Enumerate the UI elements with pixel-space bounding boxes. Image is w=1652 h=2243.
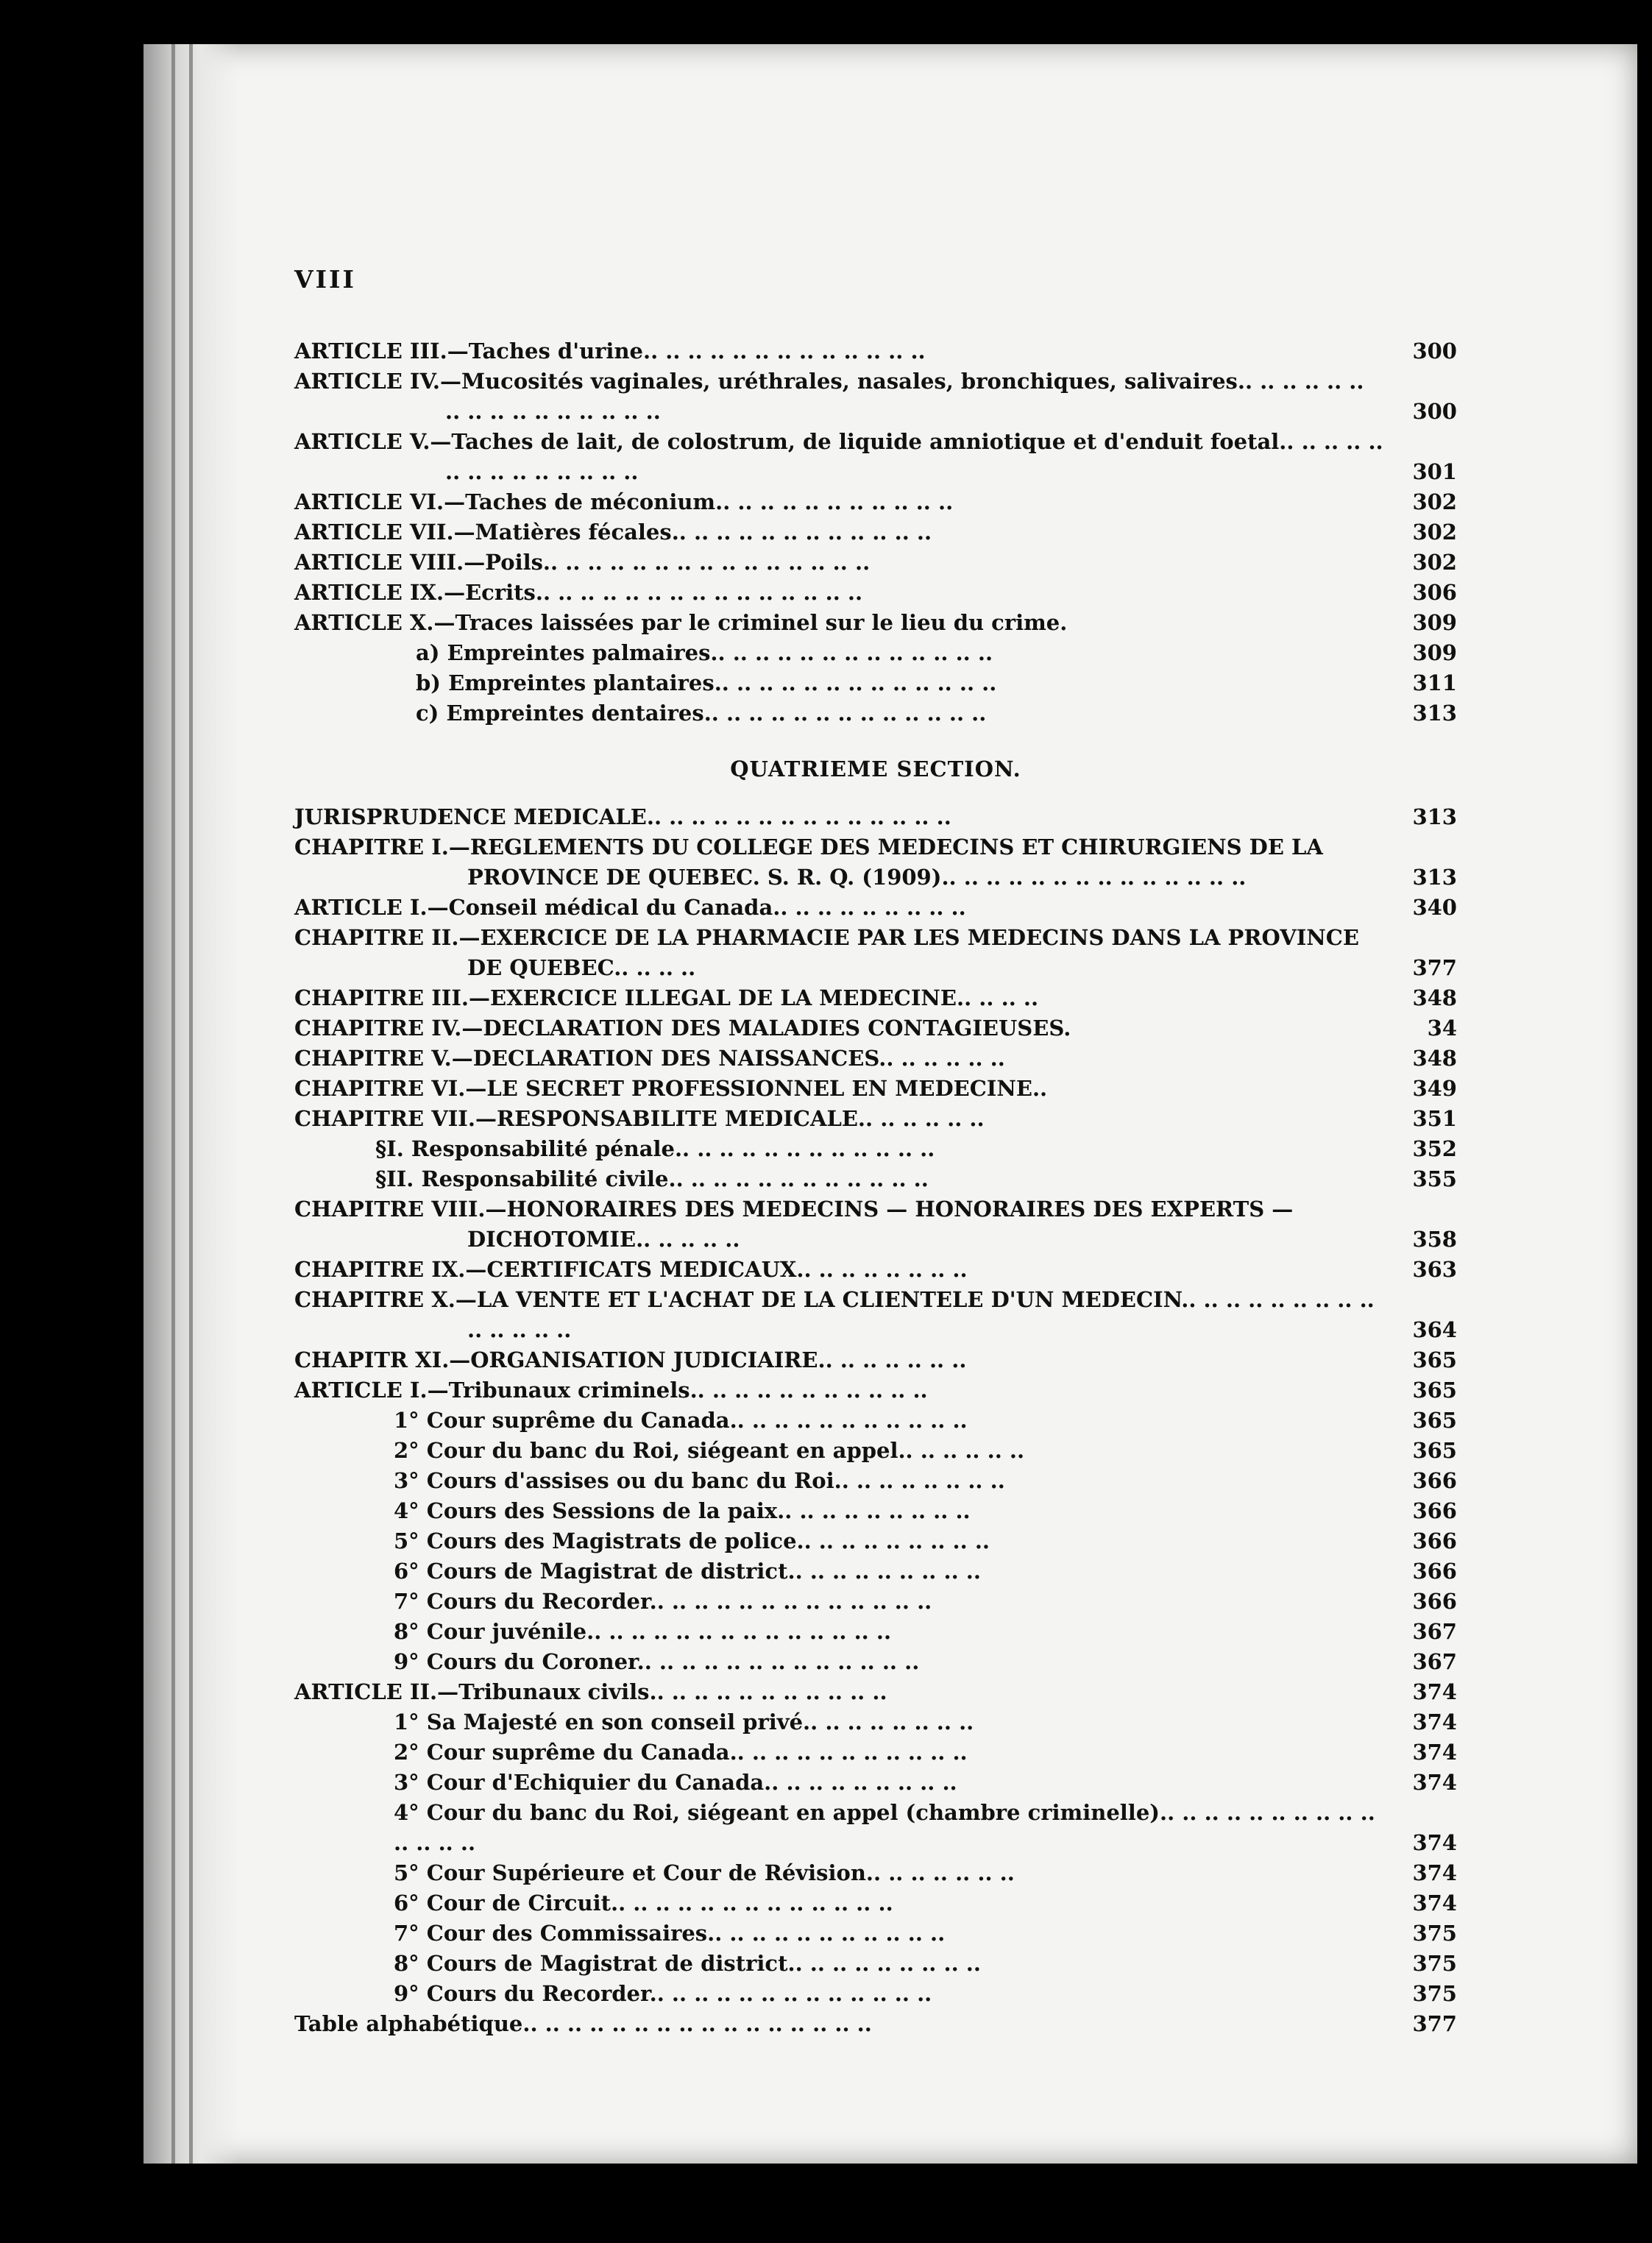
toc-entry — [294, 1647, 1457, 1677]
toc-entry — [294, 1375, 1457, 1406]
toc-entry — [294, 1979, 1457, 2009]
article-civil-group — [294, 1677, 1457, 1707]
toc-entry-title: 8° Cours de Magistrat de district.. .. .. .. .. .. .. .. .. — [394, 1951, 981, 1976]
toc-entry — [294, 1013, 1457, 1043]
toc-entry-page: 375 — [1412, 1951, 1457, 1976]
toc-entry-title: 3° Cour d'Echiquier du Canada.. .. .. .. .. .. .. .. .. — [394, 1770, 957, 1795]
toc-entry-title: 5° Cours des Magistrats de police.. .. .. .. .. .. .. .. .. — [394, 1528, 990, 1553]
toc-entry-page: 374 — [1412, 1740, 1457, 1765]
toc-entry-page: 313 — [1412, 865, 1457, 890]
toc-entry-title: CHAPITRE X.—LA VENTE ET L'ACHAT DE LA CLIENTELE D'UN MEDECIN.. .. .. .. .. .. .. .. .. .. .. .. .. .. — [294, 1287, 1375, 1342]
toc-entry — [294, 698, 1457, 729]
toc-entry-page: 366 — [1412, 1468, 1457, 1493]
toc-entry-title: ARTICLE IV.—Mucosités vaginales, uréthrales, nasales, bronchiques, salivaires.. .. .. .. .. .. .. .. .. .. .. .. .. .. .. .. — [294, 369, 1364, 424]
toc-entry — [294, 1526, 1457, 1556]
criminal-courts-group — [294, 1406, 1457, 1677]
toc-entry — [294, 638, 1457, 668]
toc-entry-title: §I. Responsabilité pénale.. .. .. .. .. .. .. .. .. .. .. .. — [375, 1136, 935, 1161]
toc-entry-title: 4° Cour du banc du Roi, siégeant en appel (chambre criminelle).. .. .. .. .. .. .. .. .. .. .. .. .. .. — [394, 1800, 1375, 1855]
toc-entry-title: 6° Cour de Circuit.. .. .. .. .. .. .. .. .. .. .. .. .. — [394, 1891, 893, 1916]
toc-entry-title: JURISPRUDENCE MEDICALE.. .. .. .. .. .. .. .. .. .. .. .. .. .. — [294, 804, 951, 829]
toc-entry-page: 300 — [1412, 339, 1457, 364]
toc-entry — [294, 1043, 1457, 1074]
toc-entry-page: 374 — [1412, 1679, 1457, 1704]
toc-entry-page: 363 — [1412, 1257, 1457, 1282]
toc-entry-title: ARTICLE I.—Tribunaux criminels.. .. .. .. .. .. .. .. .. .. .. — [294, 1378, 928, 1403]
toc-entry-title: §II. Responsabilité civile.. .. .. .. .. .. .. .. .. .. .. .. — [375, 1166, 929, 1191]
toc-entry-title: CHAPITRE IX.—CERTIFICATS MEDICAUX.. .. .. .. .. .. .. .. — [294, 1257, 968, 1282]
toc-entry-title: 7° Cours du Recorder.. .. .. .. .. .. .. .. .. .. .. .. .. — [394, 1589, 932, 1614]
toc-entry — [294, 366, 1457, 427]
toc-entry-page: 365 — [1412, 1438, 1457, 1463]
chapters-group-2 — [294, 1194, 1457, 1406]
toc-entry-title: 9° Cours du Coroner.. .. .. .. .. .. .. .. .. .. .. .. .. — [394, 1649, 920, 1674]
toc-entry-page: 309 — [1412, 610, 1457, 635]
binding-line — [171, 44, 175, 2164]
toc-entry-page: 302 — [1412, 489, 1457, 514]
toc-entry-page: 375 — [1412, 1981, 1457, 2006]
articles-group — [294, 336, 1457, 638]
toc-entry-page: 313 — [1412, 701, 1457, 726]
toc-entry — [294, 1888, 1457, 1918]
toc-entry — [294, 832, 1457, 893]
toc-entry-page: 374 — [1412, 1709, 1457, 1734]
toc-entry-title: CHAPITRE V.—DECLARATION DES NAISSANCES.. .. .. .. .. .. — [294, 1046, 1005, 1071]
toc-entry — [294, 1677, 1457, 1707]
toc-entry-page: 366 — [1412, 1559, 1457, 1584]
toc-entry — [294, 893, 1457, 923]
civil-courts-group — [294, 1707, 1457, 2009]
binding-line — [189, 44, 193, 2164]
toc-entry-page: 348 — [1412, 985, 1457, 1010]
toc-entry — [294, 1285, 1457, 1345]
toc-entry-page: 34 — [1427, 1016, 1457, 1041]
toc-entry — [294, 608, 1457, 638]
toc-entry-page: 374 — [1412, 1770, 1457, 1795]
toc-entry-page: 375 — [1412, 1921, 1457, 1946]
toc-entry — [294, 2009, 1457, 2039]
toc-entry-page: 301 — [1412, 459, 1457, 484]
toc-entry — [294, 1104, 1457, 1134]
chapters-group — [294, 802, 1457, 1134]
toc-entry — [294, 1164, 1457, 1194]
toc-entry-title: CHAPITRE II.—EXERCICE DE LA PHARMACIE PAR LES MEDECINS DANS LA PROVINCE DE QUEBEC.. .. .. .. — [294, 925, 1359, 980]
toc-entry — [294, 1255, 1457, 1285]
toc-entry — [294, 1134, 1457, 1164]
sub-entries-group — [294, 638, 1457, 729]
toc-entry-title: CHAPITR XI.—ORGANISATION JUDICIAIRE.. .. .. .. .. .. .. — [294, 1347, 967, 1372]
toc-entry-page: 358 — [1412, 1227, 1457, 1252]
toc-entry-page: 311 — [1412, 670, 1457, 695]
toc-entry-page: 365 — [1412, 1378, 1457, 1403]
toc-entry-title: c) Empreintes dentaires.. .. .. .. .. .. .. .. .. .. .. .. .. — [416, 701, 987, 726]
toc-entry-title: CHAPITRE VIII.—HONORAIRES DES MEDECINS — HONORAIRES DES EXPERTS — DICHOTOMIE.. .. .. .. .. — [294, 1197, 1294, 1252]
toc-entry — [294, 1858, 1457, 1888]
toc-entry — [294, 1436, 1457, 1466]
toc-entry-page: 352 — [1412, 1136, 1457, 1161]
toc-entry-title: Table alphabétique.. .. .. .. .. .. .. .. .. .. .. .. .. .. .. .. — [294, 2011, 872, 2036]
toc-entry-page: 377 — [1412, 955, 1457, 980]
toc-entry — [294, 1074, 1457, 1104]
toc-entry — [294, 427, 1457, 487]
toc-entry-title: CHAPITRE IV.—DECLARATION DES MALADIES CONTAGIEUSES. — [294, 1016, 1071, 1041]
toc-entry-title: 5° Cour Supérieure et Cour de Révision.. .. .. .. .. .. .. — [394, 1860, 1015, 1885]
toc-entry-title: CHAPITRE VII.—RESPONSABILITE MEDICALE.. .. .. .. .. .. — [294, 1106, 985, 1131]
toc-entry-page: 377 — [1412, 2011, 1457, 2036]
toc-entry — [294, 1194, 1457, 1255]
toc-entry-title: ARTICLE VII.—Matières fécales.. .. .. .. .. .. .. .. .. .. .. .. — [294, 520, 932, 545]
toc-entry-title: 4° Cours des Sessions de la paix.. .. .. .. .. .. .. .. .. — [394, 1498, 971, 1523]
toc-entry — [294, 1707, 1457, 1737]
toc-entry-page: 367 — [1412, 1649, 1457, 1674]
toc-entry-title: 3° Cours d'assises ou du banc du Roi.. .. .. .. .. .. .. .. — [394, 1468, 1005, 1493]
toc-entry-page: 367 — [1412, 1619, 1457, 1644]
toc-entry — [294, 1949, 1457, 1979]
toc-entry-title: 6° Cours de Magistrat de district.. .. .. .. .. .. .. .. .. — [394, 1559, 981, 1584]
page-number: VIII — [294, 265, 356, 294]
toc-entry-page: 374 — [1412, 1830, 1457, 1855]
toc-entry — [294, 548, 1457, 578]
toc-entry-page: 366 — [1412, 1528, 1457, 1553]
toc-entry-page: 366 — [1412, 1589, 1457, 1614]
toc-entry-title: ARTICLE X.—Traces laissées par le criminel sur le lieu du crime. — [294, 610, 1068, 635]
table-of-contents — [294, 265, 1457, 2039]
toc-entry-title: a) Empreintes palmaires.. .. .. .. .. .. .. .. .. .. .. .. .. — [416, 640, 993, 665]
index-group — [294, 2009, 1457, 2039]
toc-entry-page: 300 — [1412, 399, 1457, 424]
toc-entry-page: 355 — [1412, 1166, 1457, 1191]
toc-entry-title: ARTICLE IX.—Ecrits.. .. .. .. .. .. .. .. .. .. .. .. .. .. .. — [294, 580, 863, 605]
toc-entry-page: 302 — [1412, 520, 1457, 545]
toc-entry-title: ARTICLE III.—Taches d'urine.. .. .. .. .. .. .. .. .. .. .. .. .. — [294, 339, 926, 364]
toc-entry — [294, 1617, 1457, 1647]
toc-entry-title: CHAPITRE VI.—LE SECRET PROFESSIONNEL EN MEDECINE.. — [294, 1076, 1048, 1101]
toc-entry-title: 7° Cour des Commissaires.. .. .. .. .. .. .. .. .. .. .. — [394, 1921, 946, 1946]
page-binding-edge — [143, 44, 239, 2164]
toc-entry-page: 374 — [1412, 1860, 1457, 1885]
toc-entry-page: 348 — [1412, 1046, 1457, 1071]
toc-entry-title: ARTICLE VI.—Taches de méconium.. .. .. .. .. .. .. .. .. .. .. — [294, 489, 954, 514]
toc-entry — [294, 517, 1457, 548]
toc-entry — [294, 802, 1457, 832]
toc-entry-page: 351 — [1412, 1106, 1457, 1131]
toc-entry — [294, 1587, 1457, 1617]
toc-entry-title: 9° Cours du Recorder.. .. .. .. .. .. .. .. .. .. .. .. .. — [394, 1981, 932, 2006]
toc-entry-page: 340 — [1412, 895, 1457, 920]
paragraphs-group — [294, 1134, 1457, 1194]
toc-entry-title: ARTICLE VIII.—Poils.. .. .. .. .. .. .. .. .. .. .. .. .. .. .. — [294, 550, 871, 575]
toc-entry — [294, 1345, 1457, 1375]
toc-entry — [294, 668, 1457, 698]
toc-entry-title: 1° Sa Majesté en son conseil privé.. .. .. .. .. .. .. .. — [394, 1709, 974, 1734]
toc-entry-title: 2° Cour suprême du Canada.. .. .. .. .. .. .. .. .. .. .. — [394, 1740, 968, 1765]
toc-entry-title: 1° Cour suprême du Canada.. .. .. .. .. .. .. .. .. .. .. — [394, 1408, 968, 1433]
toc-entry — [294, 1466, 1457, 1496]
toc-entry-page: 309 — [1412, 640, 1457, 665]
toc-entry — [294, 1918, 1457, 1949]
toc-entry-page: 364 — [1412, 1317, 1457, 1342]
toc-entry — [294, 487, 1457, 517]
toc-entry-page: 366 — [1412, 1498, 1457, 1523]
toc-entry-title: CHAPITRE I.—REGLEMENTS DU COLLEGE DES MEDECINS ET CHIRURGIENS DE LA PROVINCE DE QUEBEC. S. R. Q. (1909).. .. .. .. .. .. .. .. .. .. .. .. .. .. — [294, 835, 1323, 890]
toc-entry — [294, 1737, 1457, 1768]
toc-entry-page: 365 — [1412, 1408, 1457, 1433]
toc-entry-page: 365 — [1412, 1347, 1457, 1372]
toc-entry — [294, 1406, 1457, 1436]
toc-entry-page: 302 — [1412, 550, 1457, 575]
toc-entry — [294, 1798, 1457, 1858]
toc-entry-title: ARTICLE II.—Tribunaux civils.. .. .. .. .. .. .. .. .. .. .. — [294, 1679, 887, 1704]
toc-entry-title: 2° Cour du banc du Roi, siégeant en appel.. .. .. .. .. .. — [394, 1438, 1025, 1463]
toc-entry-title: CHAPITRE III.—EXERCICE ILLEGAL DE LA MEDECINE.. .. .. .. — [294, 985, 1039, 1010]
toc-entry — [294, 923, 1457, 983]
toc-entry-page: 349 — [1412, 1076, 1457, 1101]
toc-entry-title: ARTICLE I.—Conseil médical du Canada.. .. .. .. .. .. .. .. .. — [294, 895, 966, 920]
toc-entry — [294, 983, 1457, 1013]
section-title: QUATRIEME SECTION. — [730, 756, 1021, 782]
toc-entry-title: 8° Cour juvénile.. .. .. .. .. .. .. .. .. .. .. .. .. .. — [394, 1619, 892, 1644]
toc-entry-title: ARTICLE V.—Taches de lait, de colostrum, de liquide amniotique et d'enduit foetal.. .. .. .. .. .. .. .. .. .. .. .. .. .. — [294, 429, 1383, 484]
toc-entry-page: 313 — [1412, 804, 1457, 829]
toc-entry — [294, 1768, 1457, 1798]
toc-entry — [294, 1496, 1457, 1526]
toc-entry-title: b) Empreintes plantaires.. .. .. .. .. .. .. .. .. .. .. .. .. — [416, 670, 997, 695]
toc-entry — [294, 336, 1457, 366]
toc-entry — [294, 1556, 1457, 1587]
toc-entry-page: 374 — [1412, 1891, 1457, 1916]
toc-entry-page: 306 — [1412, 580, 1457, 605]
toc-entry — [294, 578, 1457, 608]
